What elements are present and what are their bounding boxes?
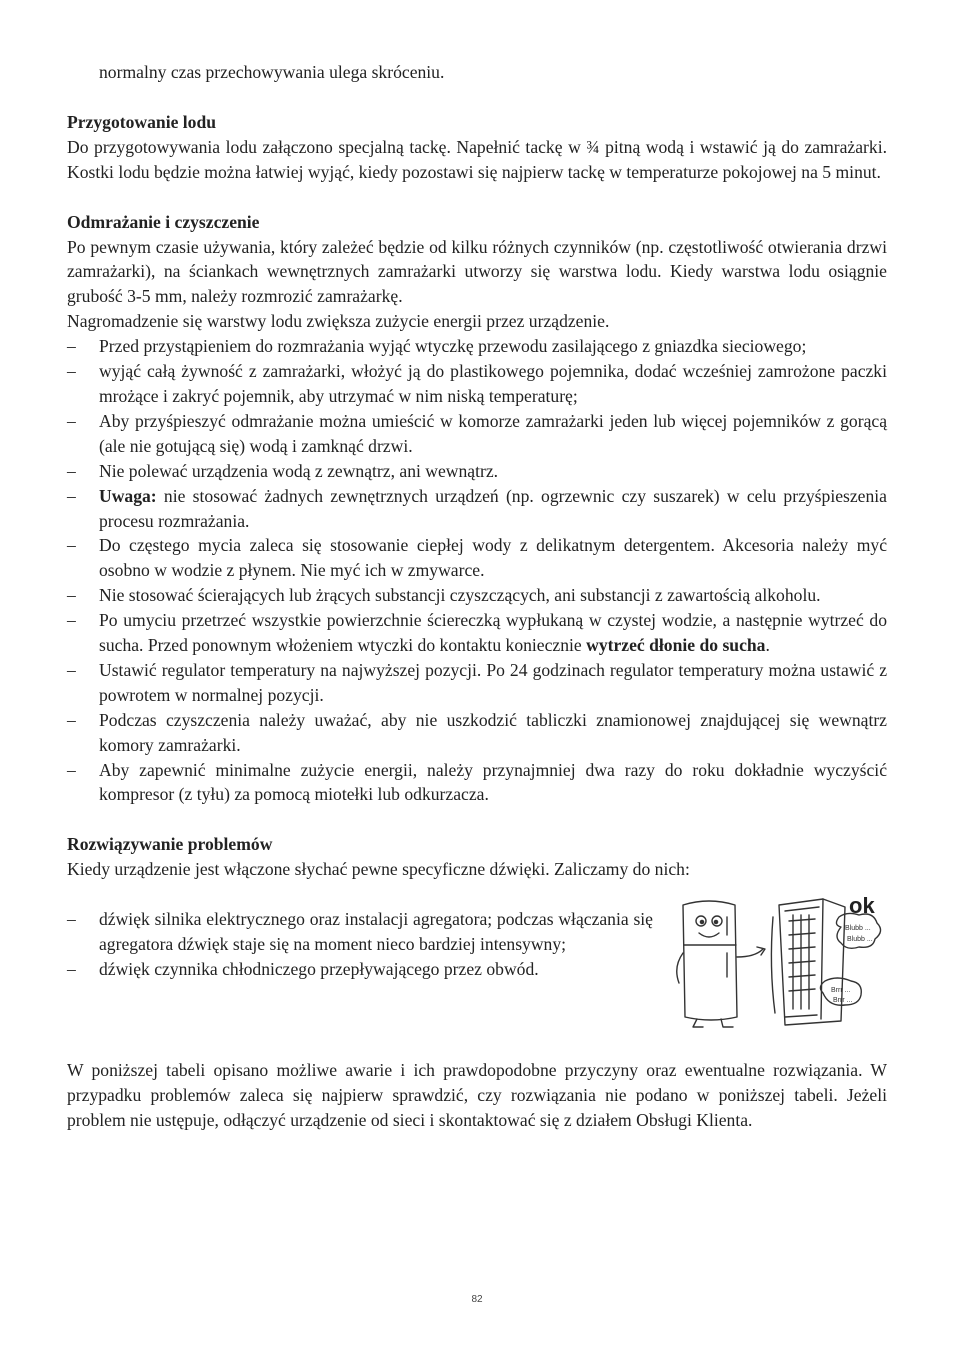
ok-label: ok xyxy=(849,897,875,919)
list-item: – Nie polewać urządzenia wodą z zewnątrz, ani wewnątrz. xyxy=(67,459,887,484)
defrost-heading: Odmrażanie i czyszczenie xyxy=(67,211,260,232)
warning-text: nie stosować żadnych zewnętrznych urządzeń (np. ogrzewnic czy suszarek) w celu przyśpieszenia procesu rozmrażania. xyxy=(99,485,887,531)
bubble-text: Blubb ... xyxy=(845,925,871,933)
dry-bold: wytrzeć dłonie do sucha xyxy=(586,635,766,656)
list-item: – Do częstego mycia zaleca się stosowanie ciepłej wody z delikatnym detergentem. Akcesoria należy myć osobno w wodzie z płynem. Nie myć ich w zmywarce. xyxy=(67,533,887,583)
list-item-warning xyxy=(67,484,887,534)
list-item: – Przed przystąpieniem do rozmrażania wyjąć wtyczkę przewodu zasilającego z gniazdka sieciowego; xyxy=(67,334,887,359)
trouble-closing: W poniższej tabeli opisano możliwe awarie i ich prawdopodobne przyczyny oraz ewentualne rozwiązania. W przypadku problemów zaleca się najpierw sprawdzić, czy rozwiązania nie podano w poniższej tabeli. Jeżeli problem nie ustępuje, odłączyć urządzenie od sieci i skontaktować się z działem Obsługi Klienta. xyxy=(67,1060,887,1130)
defrost-para2: Nagromadzenie się warstwy lodu zwiększa zużycie energii przez urządzenie. xyxy=(67,311,610,332)
dry-text: Po umyciu przetrzeć wszystkie powierzchnie ściereczką wypłukaną w czystej wodzie, a następnie wytrzeć do sucha. Przed ponownym włożeniem wtyczki do kontaktu koniecznie xyxy=(99,610,887,656)
defrost-para1: Po pewnym czasie używania, który zależeć będzie od kilku różnych czynników (np. częstotliwość otwierania drzwi zamrażarki), na ściankach wewnętrznych zamrażarki utworzy się warstwa lodu. Kiedy warstwa lodu osiągnie grubość 3-5 mm, należy rozmrozić zamrażarkę. xyxy=(67,236,887,307)
intro-line: normalny czas przechowywania ulega skróceniu. xyxy=(99,62,445,82)
ice-heading: Przygotowanie lodu xyxy=(67,111,217,132)
manual-page xyxy=(67,60,887,1133)
warning-label: Uwaga: xyxy=(99,485,157,506)
list-item: – dźwięk czynnika chłodniczego przepływającego przez obwód. xyxy=(67,957,653,982)
list-item: – Aby przyśpieszyć odmrażanie można umieścić w komorze zamrażarki jeden lub więcej pojemników z gorącą (ale nie gotującą się) wodą i zamknąć drzwi. xyxy=(67,409,887,459)
page-number: 82 xyxy=(471,1294,483,1305)
list-item-dry xyxy=(67,608,887,658)
list-item: – Nie stosować ścierających lub żrących substancji czyszczących, ani substancji z zawartością alkoholu. xyxy=(67,583,887,608)
trouble-heading: Rozwiązywanie problemów xyxy=(67,834,273,855)
list-item: – wyjąć całą żywność z zamrażarki, włożyć ją do plastikowego pojemnika, dodać wcześniej zamrożone paczki mrożące i zakryć pojemnik, aby utrzymać w nim niską temperaturę; xyxy=(67,359,887,409)
sounds-section xyxy=(67,897,887,1033)
bubble-text: Brrr ... xyxy=(833,997,853,1005)
dry-end: . xyxy=(765,635,770,656)
bubble-text: Brrr ... xyxy=(831,987,851,995)
ice-text: Do przygotowywania lodu załączono specjalną tackę. Napełnić tackę w ¾ pitną wodą i wstawić ją do zamrażarki. Kostki lodu będzie można łatwiej wyjąć, kiedy pozostawi się najpierw tackę w temperaturze pokojowej na 5 minut. xyxy=(67,136,887,182)
bubble-text: Blubb ... xyxy=(847,936,873,944)
list-item: – Podczas czyszczenia należy uważać, aby nie uszkodzić tabliczki znamionowej znajdującej się wewnątrz komory zamrażarki. xyxy=(67,708,887,758)
list-item: – Ustawić regulator temperatury na najwyższej pozycji. Po 24 godzinach regulator temperatury można ustawić z powrotem w normalnej pozycji. xyxy=(67,658,887,708)
list-item: – dźwięk silnika elektrycznego oraz instalacji agregatora; podczas włączania się agregatora dźwięk staje się na moment nieco bardziej intensywny; xyxy=(67,907,653,957)
list-item: – Aby zapewnić minimalne zużycie energii, należy przynajmniej dwa razy do roku dokładnie wyczyścić kompresor (z tyłu) za pomocą miotełki lub odkurzacza. xyxy=(67,758,887,808)
defrost-list xyxy=(67,334,887,807)
sounds-list xyxy=(67,907,653,982)
trouble-intro: Kiedy urządzenie jest włączone słychać pewne specyficzne dźwięki. Zaliczamy do nich: xyxy=(67,859,690,880)
fridge-illustration xyxy=(673,897,887,1033)
